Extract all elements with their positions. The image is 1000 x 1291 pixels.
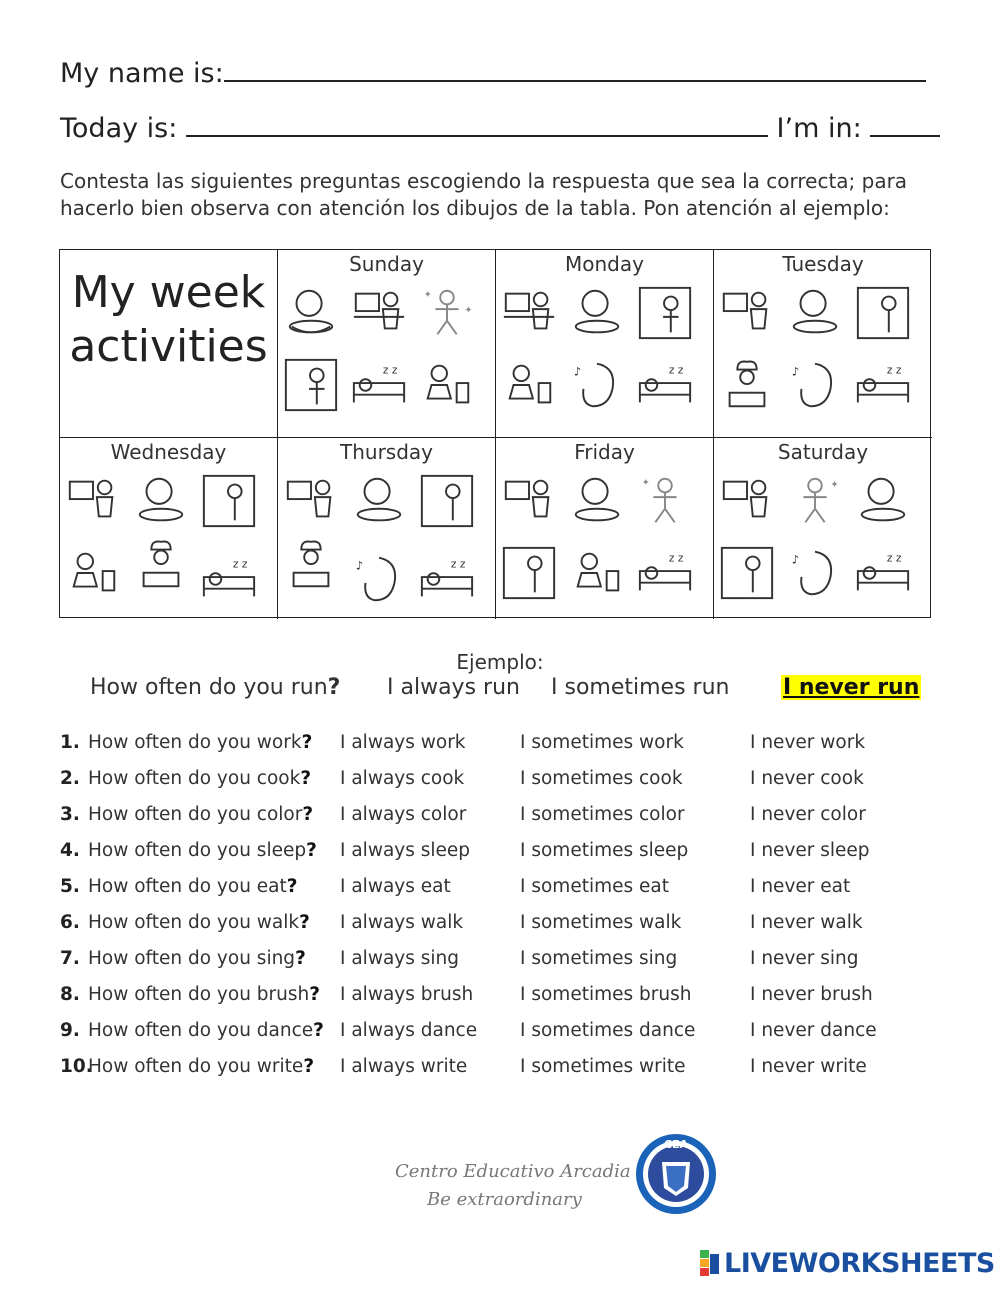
question-mark: ?: [300, 768, 312, 789]
name-line: [60, 58, 926, 89]
svg-text:✦: ✦: [830, 479, 839, 491]
school-seal-logo: [634, 1132, 718, 1216]
computer-work-icon: [500, 470, 558, 532]
sleeping-icon: [854, 354, 912, 416]
eating-icon: [854, 470, 912, 532]
coloring-icon: [500, 354, 558, 416]
seal-text: CEA: [663, 1138, 689, 1151]
grade-blank[interactable]: [870, 113, 940, 137]
question-row: [60, 876, 960, 906]
liveworksheets-brand: [700, 1248, 995, 1279]
svg-text:✦: ✦: [641, 477, 650, 489]
sleeping-icon: [350, 354, 408, 416]
question-mark: ?: [286, 876, 298, 897]
example-never-answer: [781, 675, 921, 700]
question-number: 10.: [60, 1056, 93, 1077]
question-mark: ?: [295, 948, 306, 969]
singing-icon: [786, 542, 844, 604]
eating-icon: [282, 282, 340, 344]
answer-never[interactable]: I never brush: [750, 984, 873, 1005]
question-text: How often do you eat?: [88, 876, 298, 897]
singing-icon: [350, 548, 408, 610]
day-label: Thursday: [340, 440, 433, 464]
answer-never[interactable]: I never dance: [750, 1020, 877, 1041]
school-motto: Be extraordinary: [427, 1189, 582, 1210]
computer-work-icon: [64, 470, 122, 532]
question-row: [60, 768, 960, 798]
question-text: How often do you dance?: [88, 1020, 324, 1041]
answer-always[interactable]: I always dance: [340, 1020, 478, 1041]
cooking-icon: [282, 534, 340, 596]
name-blank[interactable]: [224, 58, 926, 82]
answer-always[interactable]: I always cook: [340, 768, 465, 789]
question-number: 8.: [60, 984, 80, 1005]
answer-never[interactable]: I never sing: [750, 948, 859, 969]
day-label: Wednesday: [110, 440, 227, 464]
svg-text:♪: ♪: [573, 364, 582, 379]
day-cell-thursday: [278, 438, 496, 619]
question-mark: ?: [327, 675, 341, 700]
question-row: [60, 984, 960, 1014]
answer-always[interactable]: I always walk: [340, 912, 464, 933]
sleeping-icon: [200, 548, 258, 610]
sleeping-icon: [636, 542, 694, 604]
question-text: How often do you write?: [88, 1056, 315, 1077]
answer-never[interactable]: I never color: [750, 804, 866, 825]
computer-work-icon: [718, 470, 776, 532]
question-text: How often do you sing?: [88, 948, 306, 969]
day-label: Saturday: [777, 440, 869, 464]
computer-work-icon: [718, 282, 776, 344]
answer-never[interactable]: I never eat: [750, 876, 851, 897]
question-number: 5.: [60, 876, 80, 897]
dancing-icon: [786, 470, 844, 532]
highlighted-answer: I never run: [783, 675, 920, 700]
svg-text:z z: z z: [450, 557, 466, 571]
svg-text:✦: ✦: [464, 305, 473, 316]
answer-always[interactable]: I always sleep: [340, 840, 471, 861]
brushing-icon: [282, 354, 340, 416]
eating-icon: [786, 282, 844, 344]
eating-icon: [350, 470, 408, 532]
question-row: [60, 804, 960, 834]
week-activities-table: [59, 249, 931, 618]
day-label: Sunday: [349, 252, 424, 276]
answer-sometimes[interactable]: I sometimes write: [520, 1056, 686, 1077]
answer-never[interactable]: I never sleep: [750, 840, 870, 861]
table-title-cell: [60, 250, 278, 438]
svg-text:z z: z z: [668, 551, 684, 565]
liveworksheets-icon: [700, 1250, 720, 1276]
computer-work-icon: [282, 470, 340, 532]
cooking-icon: [132, 534, 190, 596]
answer-always[interactable]: I always eat: [340, 876, 451, 897]
date-blank[interactable]: [186, 113, 768, 137]
day-cell-tuesday: [714, 250, 932, 438]
question-text: How often do you brush?: [88, 984, 320, 1005]
name-label: My name is:: [60, 58, 224, 89]
question-row: [60, 840, 960, 870]
example-always: I always run: [387, 675, 520, 700]
svg-text:✦: ✦: [423, 289, 432, 301]
day-cell-saturday: [714, 438, 932, 619]
answer-sometimes[interactable]: I sometimes cook: [520, 768, 683, 789]
answer-sometimes[interactable]: I sometimes brush: [520, 984, 692, 1005]
eating-icon: [132, 470, 190, 532]
question-text: How often do you walk?: [88, 912, 310, 933]
computer-work-icon: [350, 282, 408, 344]
answer-never[interactable]: I never cook: [750, 768, 864, 789]
day-cell-monday: [496, 250, 714, 438]
question-number: 3.: [60, 804, 80, 825]
eating-icon: [568, 282, 626, 344]
table-title-line2: activities: [69, 321, 268, 372]
svg-text:♪: ♪: [791, 364, 800, 379]
question-number: 4.: [60, 840, 80, 861]
brushing-icon: [200, 470, 258, 532]
question-mark: ?: [313, 1020, 324, 1041]
computer-work-icon: [500, 282, 558, 344]
date-line: [60, 113, 940, 144]
sleeping-icon: [854, 542, 912, 604]
grade-label: I’m in:: [776, 113, 862, 144]
day-cell-wednesday: [60, 438, 278, 619]
answer-never[interactable]: I never write: [750, 1056, 867, 1077]
question-number: 9.: [60, 1020, 80, 1041]
singing-icon: [786, 354, 844, 416]
eating-icon: [568, 470, 626, 532]
question-row: [60, 1056, 960, 1086]
coloring-icon: [568, 542, 626, 604]
cooking-icon: [718, 354, 776, 416]
question-mark: ?: [306, 840, 317, 861]
answer-always[interactable]: I always write: [340, 1056, 468, 1077]
day-cell-friday: [496, 438, 714, 619]
answer-sometimes[interactable]: I sometimes eat: [520, 876, 669, 897]
svg-text:♪: ♪: [355, 558, 364, 573]
question-row: [60, 1020, 960, 1050]
question-number: 6.: [60, 912, 80, 933]
question-text: How often do you cook?: [88, 768, 312, 789]
answer-sometimes[interactable]: I sometimes work: [520, 732, 684, 753]
answer-sometimes[interactable]: I sometimes color: [520, 804, 685, 825]
question-number: 7.: [60, 948, 80, 969]
question-mark: ?: [302, 804, 314, 825]
singing-icon: [568, 354, 626, 416]
question-mark: ?: [299, 912, 310, 933]
answer-sometimes[interactable]: I sometimes sleep: [520, 840, 689, 861]
brushing-icon: [418, 470, 476, 532]
example-question: How often do you run?: [90, 675, 341, 700]
brand-name: LIVEWORKSHEETS: [724, 1248, 995, 1279]
dancing-icon: [418, 282, 476, 344]
question-mark: ?: [303, 1056, 315, 1077]
svg-text:z z: z z: [886, 551, 902, 565]
question-text: How often do you sleep?: [88, 840, 317, 861]
svg-text:z z: z z: [886, 363, 902, 377]
example-label: Ejemplo:: [456, 650, 544, 674]
school-name: Centro Educativo Arcadia: [395, 1161, 631, 1182]
instructions: Contesta las siguientes preguntas escogiendo la respuesta que sea la correcta; para hacerlo bien observa con atención los dibujos de la tabla. Pon atención al ejemplo:: [60, 169, 908, 220]
day-label: Tuesday: [782, 252, 864, 276]
question-row: [60, 912, 960, 942]
question-mark: ?: [301, 732, 313, 753]
day-cell-sunday: [278, 250, 496, 438]
question-row: [60, 948, 960, 978]
question-number: 1.: [60, 732, 80, 753]
question-mark: ?: [309, 984, 320, 1005]
answer-sometimes[interactable]: I sometimes sing: [520, 948, 678, 969]
example-sometimes: I sometimes run: [551, 675, 730, 700]
answer-always[interactable]: I always work: [340, 732, 466, 753]
sleeping-icon: [418, 548, 476, 610]
school-logo-text: [395, 1158, 631, 1214]
svg-text:z z: z z: [232, 557, 248, 571]
dancing-icon: [636, 470, 694, 532]
brushing-icon: [500, 542, 558, 604]
sleeping-icon: [636, 354, 694, 416]
question-text: How often do you work?: [88, 732, 313, 753]
day-label: Monday: [565, 252, 644, 276]
answer-never[interactable]: I never work: [750, 732, 866, 753]
svg-text:z z: z z: [382, 363, 398, 377]
answer-always[interactable]: I always color: [340, 804, 467, 825]
brushing-icon: [854, 282, 912, 344]
brushing-icon: [718, 542, 776, 604]
date-label: Today is:: [60, 113, 178, 144]
table-title-line1: My week: [71, 267, 266, 318]
answer-always[interactable]: I always brush: [340, 984, 474, 1005]
question-row: [60, 732, 960, 762]
answer-never[interactable]: I never walk: [750, 912, 863, 933]
answer-always[interactable]: I always sing: [340, 948, 459, 969]
answer-sometimes[interactable]: I sometimes walk: [520, 912, 682, 933]
answer-sometimes[interactable]: I sometimes dance: [520, 1020, 696, 1041]
coloring-icon: [418, 354, 476, 416]
question-number: 2.: [60, 768, 80, 789]
svg-text:♪: ♪: [791, 552, 800, 567]
coloring-icon: [64, 542, 122, 604]
question-text: How often do you color?: [88, 804, 314, 825]
svg-text:z z: z z: [668, 363, 684, 377]
brushing-icon: [636, 282, 694, 344]
day-label: Friday: [574, 440, 635, 464]
